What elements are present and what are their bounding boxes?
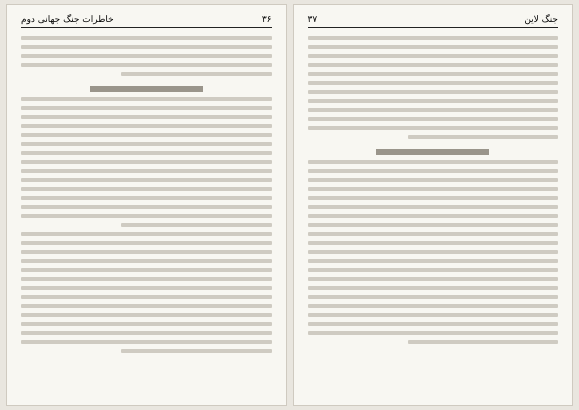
right-page-number: ۳۷: [307, 15, 318, 25]
left-page-title: خاطرات جنگ جهانی دوم: [21, 15, 114, 25]
left-text-placeholder: [21, 36, 272, 353]
right-running-head: [308, 15, 559, 28]
right-page: [293, 4, 574, 406]
left-running-head: [21, 15, 272, 28]
left-page-number: ۳۶: [261, 15, 272, 25]
left-page: [6, 4, 287, 406]
book-spread: [6, 4, 573, 406]
section-heading: [90, 86, 203, 92]
right-text-placeholder: [308, 36, 559, 344]
section-heading: [376, 149, 489, 155]
right-page-title: جنگ لاین: [524, 15, 558, 25]
